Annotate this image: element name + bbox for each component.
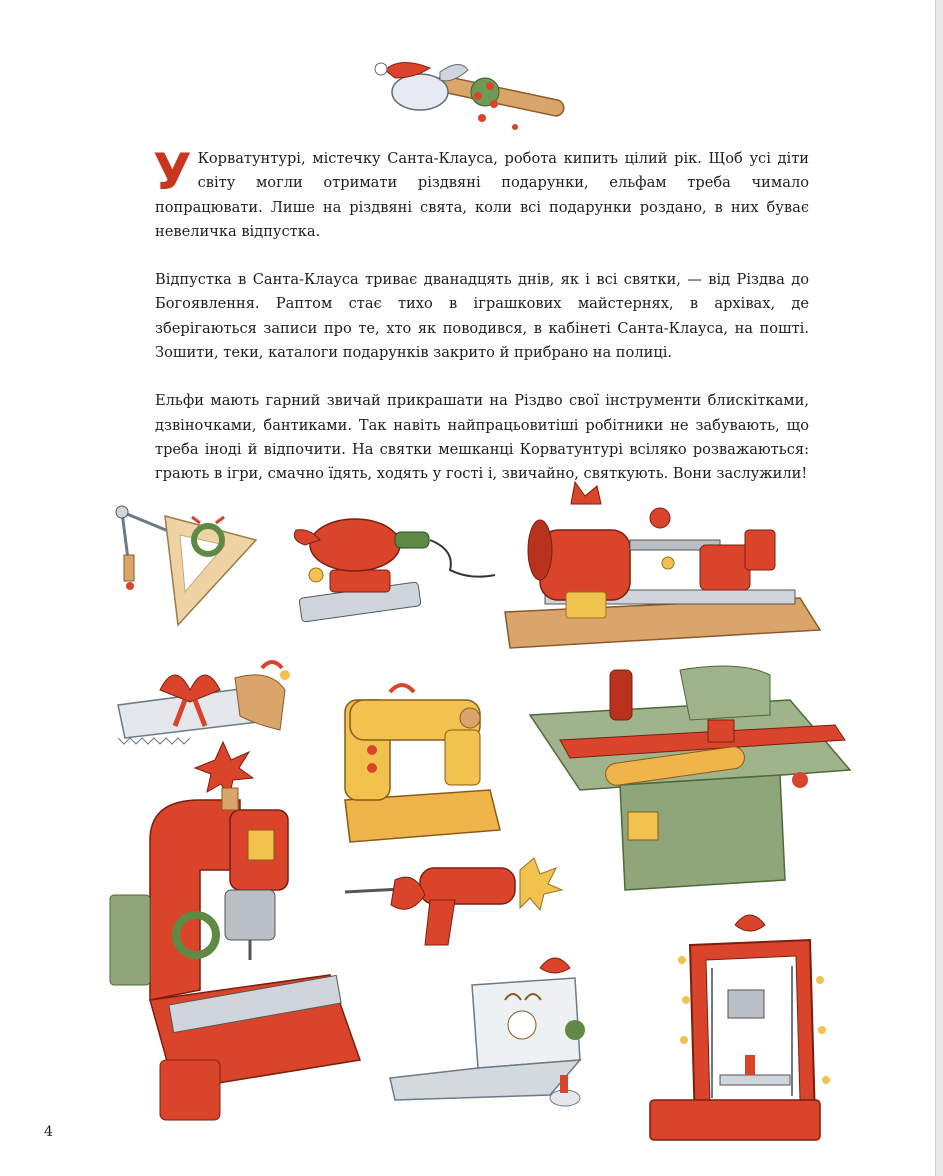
- hammer-icon: [375, 62, 565, 130]
- paragraph-3: [155, 389, 809, 486]
- sander-icon: [294, 519, 495, 622]
- laptop-icon: [390, 958, 585, 1106]
- drill-icon: [345, 858, 562, 945]
- page-number: 4: [44, 1124, 53, 1140]
- paragraph-3-text: Ельфи мають гарний звичай прикрашати на Різдво свої інструменти блискітками, дзвіночками, бантиками. Так навіть найпрацьовитіші робітники не забувають, що треба іноді й відпочити. На святки мешканці Корватунтурі всіляко розважаються: грають в ігри, смачно їдять, ходять у гості і, звичайно, святкують. Вони заслужили!: [155, 392, 809, 483]
- paragraph-2-text: Відпустка в Санта-Клауса триває дванадцять днів, як і всі святки, — від Різдва до Богоявлення. Раптом стає тихо в іграшкових майстернях, в архівах, де зберігаються записи про те, хто як поводився, в кабінеті Санта-Клауса, на пошті. Зошити, теки, каталоги подарунків закрито й прибрано на полиці.: [155, 271, 809, 362]
- paragraph-1-text: Корватунтурі, містечку Санта-Клауса, робота кипить цілий рік. Щоб усі діти світу могли отримати різдвяні подарунки, ельфам треба чимало попрацювати. Лише на різдвяні свята, коли всі подарунки роздано, в них буває невеличка відпустка.: [155, 150, 809, 240]
- page-edge: [935, 0, 943, 1176]
- paragraph-2: [155, 268, 809, 365]
- sewing-machine-icon: [345, 685, 500, 842]
- drill-press-icon: [110, 742, 360, 1120]
- paragraph-1: [153, 143, 809, 244]
- set-square-icon: [165, 516, 256, 625]
- planer-icon: [530, 666, 850, 890]
- main-text: [153, 143, 809, 511]
- saw-icon: [118, 662, 290, 744]
- drop-cap: У: [153, 143, 192, 201]
- 3d-printer-icon: [650, 915, 830, 1140]
